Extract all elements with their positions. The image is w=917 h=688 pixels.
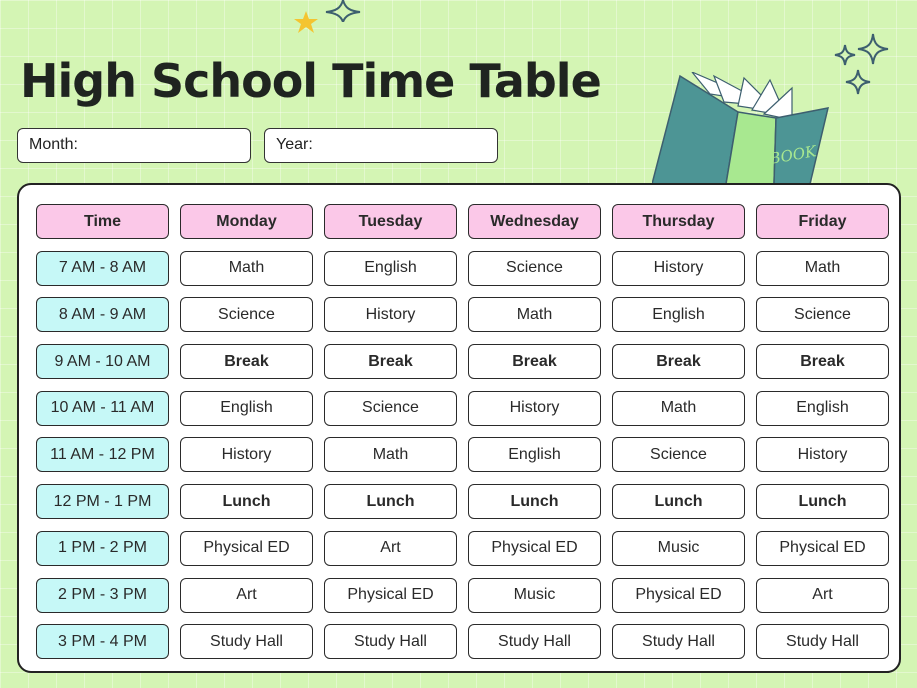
class-cell-wednesday: Lunch [468,484,601,519]
header-wednesday: Wednesday [468,204,601,239]
sparkle-icon [834,44,856,66]
class-cell-monday: Math [180,251,313,286]
class-cell-thursday: English [612,297,745,332]
book-label: BOOK [768,142,818,168]
class-cell-friday: Science [756,297,889,332]
class-cell-monday: Art [180,578,313,613]
class-cell-wednesday: History [468,391,601,426]
sparkle-icon [844,68,872,96]
class-cell-wednesday: Study Hall [468,624,601,659]
header-monday: Monday [180,204,313,239]
class-cell-thursday: Lunch [612,484,745,519]
class-cell-wednesday: Music [468,578,601,613]
class-cell-thursday: Science [612,437,745,472]
class-cell-tuesday: Break [324,344,457,379]
class-cell-thursday: Music [612,531,745,566]
class-cell-monday: Break [180,344,313,379]
year-label: Year: [276,136,313,153]
class-cell-tuesday: Physical ED [324,578,457,613]
class-cell-thursday: Math [612,391,745,426]
header-tuesday: Tuesday [324,204,457,239]
time-slot: 3 PM - 4 PM [36,624,169,659]
class-cell-monday: Lunch [180,484,313,519]
class-cell-thursday: History [612,251,745,286]
class-cell-thursday: Study Hall [612,624,745,659]
class-cell-tuesday: Lunch [324,484,457,519]
open-book-icon [652,72,832,184]
class-cell-friday: Lunch [756,484,889,519]
class-cell-tuesday: Study Hall [324,624,457,659]
class-cell-friday: Physical ED [756,531,889,566]
sparkle-icon [856,32,890,66]
time-slot: 9 AM - 10 AM [36,344,169,379]
star-icon [292,10,322,36]
class-cell-thursday: Break [612,344,745,379]
class-cell-tuesday: English [324,251,457,286]
header-time: Time [36,204,169,239]
class-cell-wednesday: English [468,437,601,472]
class-cell-friday: Break [756,344,889,379]
month-label: Month: [29,136,78,153]
class-cell-tuesday: Science [324,391,457,426]
class-cell-tuesday: Art [324,531,457,566]
header-thursday: Thursday [612,204,745,239]
class-cell-thursday: Physical ED [612,578,745,613]
class-cell-wednesday: Physical ED [468,531,601,566]
class-cell-tuesday: Math [324,437,457,472]
time-slot: 12 PM - 1 PM [36,484,169,519]
class-cell-monday: Study Hall [180,624,313,659]
class-cell-friday: History [756,437,889,472]
class-cell-wednesday: Science [468,251,601,286]
class-cell-friday: Math [756,251,889,286]
class-cell-monday: History [180,437,313,472]
sparkle-icon [322,0,364,22]
time-slot: 11 AM - 12 PM [36,437,169,472]
time-slot: 7 AM - 8 AM [36,251,169,286]
class-cell-monday: English [180,391,313,426]
header-friday: Friday [756,204,889,239]
time-slot: 2 PM - 3 PM [36,578,169,613]
time-slot: 8 AM - 9 AM [36,297,169,332]
class-cell-wednesday: Math [468,297,601,332]
class-cell-tuesday: History [324,297,457,332]
time-slot: 10 AM - 11 AM [36,391,169,426]
time-slot: 1 PM - 2 PM [36,531,169,566]
timetable-panel [17,183,901,673]
month-field[interactable] [17,128,251,163]
class-cell-monday: Physical ED [180,531,313,566]
class-cell-friday: Art [756,578,889,613]
timetable-grid [36,204,889,659]
class-cell-friday: Study Hall [756,624,889,659]
class-cell-wednesday: Break [468,344,601,379]
class-cell-monday: Science [180,297,313,332]
page-title: High School Time Table [20,54,601,108]
class-cell-friday: English [756,391,889,426]
year-field[interactable] [264,128,498,163]
